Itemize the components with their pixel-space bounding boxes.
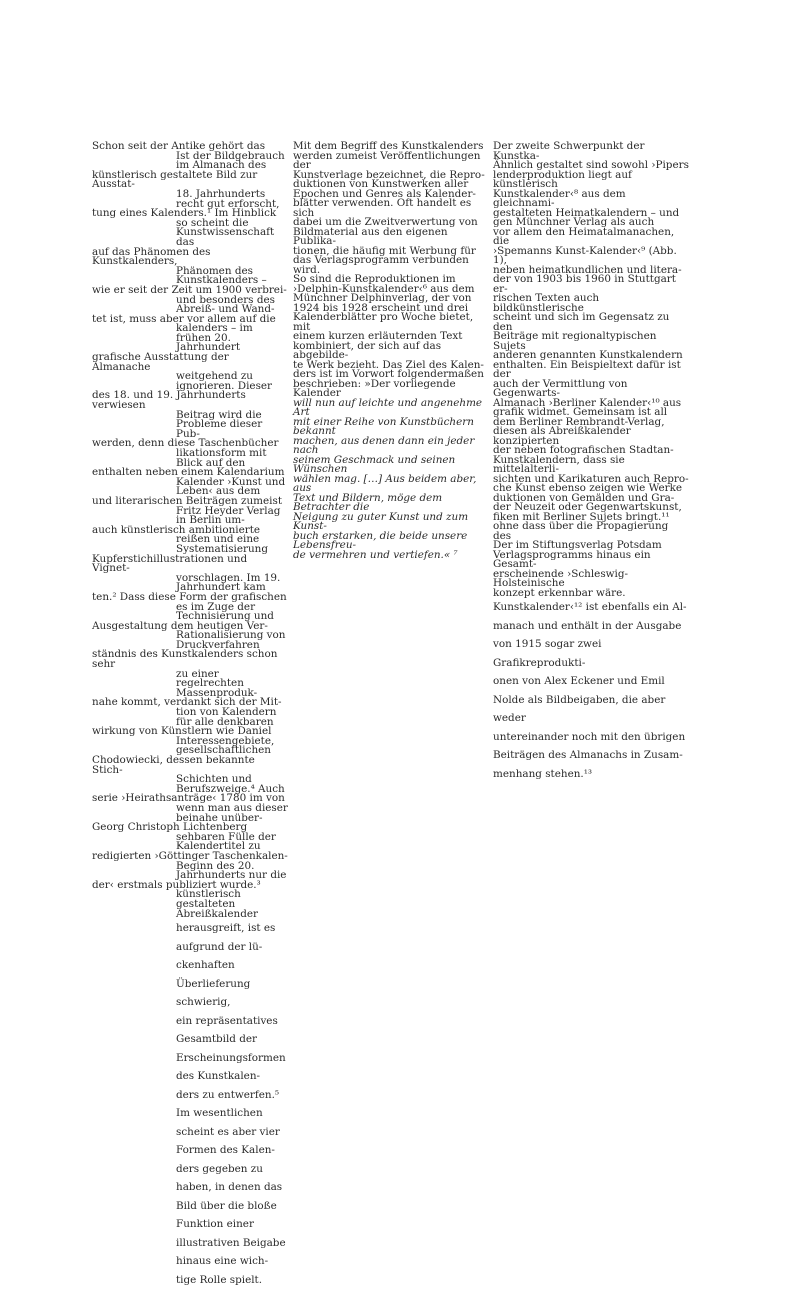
text-line: Beiträge mit regionaltypischen Sujets xyxy=(493,330,657,352)
text-line: gen Münchner Verlag als auch xyxy=(493,216,655,228)
text-line: des 18. und 19. Jahrhunderts verwiesen xyxy=(92,389,246,412)
text-line: auch der Vermittlung von Gegenwarts- xyxy=(493,377,628,399)
text-line: Bild über die bloße Funktion einer xyxy=(176,1199,277,1231)
text-line: werden zumeist Veröffentlichungen der xyxy=(293,149,481,171)
text-line: Beitrag wird die Probleme dieser Pub- xyxy=(176,408,263,440)
text-line: che Kunst ebenso zeigen wie Werke xyxy=(493,482,683,494)
text-line: Almanach ›Berliner Kalender‹¹⁰ aus xyxy=(493,396,682,409)
text-line: Georg Christoph Lichtenberg xyxy=(92,821,248,834)
text-line: Erscheinungsformen des Kunstkalen- xyxy=(176,1051,286,1083)
text-line: konzept erkennbar wäre. xyxy=(493,586,626,599)
text-line: Verlagsprogramms hinaus ein Gesamt- xyxy=(493,548,651,570)
text-line: untereinander noch mit den übrigen xyxy=(493,730,686,743)
text-line: dem Berliner Rembrandt-Verlag, xyxy=(493,415,665,428)
text-line: ›Spemanns Kunst-Kalender‹⁹ (Abb. 1), xyxy=(493,244,677,266)
text-line: menhang stehen.¹³ xyxy=(493,767,593,780)
text-line: Epochen und Genres als Kalender- xyxy=(293,187,476,200)
text-line: mit einer Reihe von Kunstbüchern bekannt xyxy=(293,415,474,437)
text-line: 1924 bis 1928 erscheint und drei xyxy=(293,301,469,314)
text-line: nahe kommt, verdankt sich der Mit- xyxy=(92,696,282,709)
text-line: so scheint die Kunstwissenschaft das xyxy=(176,216,275,248)
text-line: seinem Geschmack und seinen Wünschen xyxy=(293,453,456,475)
text-line: es im Zuge der Technisierung und xyxy=(176,600,274,623)
text-line: Der im Stiftungsverlag Potsdam xyxy=(493,539,662,551)
text-line: Chodowiecki, dessen bekannte Stich- xyxy=(92,754,255,776)
text-line: der von 1903 bis 1960 in Stuttgart er- xyxy=(493,273,676,295)
text-line: vor allem den Heimatalmanachen, die xyxy=(493,225,675,247)
text-line: ders ist im Vorwort folgendermaßen xyxy=(293,368,484,380)
text-line: Kunstkalendern, dass sie mittelalterli- xyxy=(493,453,625,475)
overlapping-text-block xyxy=(92,142,288,919)
spread-text-block xyxy=(92,919,288,1289)
text-line: Kalenderblätter pro Woche bietet, mit xyxy=(293,311,474,333)
text-line: So sind die Reproduktionen im xyxy=(293,273,456,285)
text-line: wenn man aus dieser beinahe unüber- xyxy=(176,801,288,824)
text-line: Interessengebiete, gesellschaftlichen xyxy=(176,734,275,757)
text-line: auf das Phänomen des Kunstkalenders, xyxy=(92,245,211,268)
text-line: Fritz Heyder Verlag in Berlin um- xyxy=(176,504,281,527)
text-line: duktionen von Kunstwerken aller xyxy=(293,178,469,190)
text-line: beschrieben: »Der vorliegende Kalender xyxy=(293,377,456,399)
text-line: herausgreift, ist es aufgrund der lü- xyxy=(176,922,276,953)
text-line: wählen mag. […] Aus beidem aber, aus xyxy=(293,472,477,494)
text-line: der neben fotografischen Stadtan- xyxy=(493,444,674,456)
text-line: onen von Alex Eckener und Emil xyxy=(493,675,665,687)
text-line: wie er seit der Zeit um 1900 verbrei- xyxy=(92,283,287,296)
text-line: der Neuzeit oder Gegenwartskunst, xyxy=(493,501,682,513)
text-line: kalenders – im frühen 20. Jahrhundert xyxy=(176,322,253,354)
text-line: erscheinende ›Schleswig-Holsteinische xyxy=(493,567,629,589)
text-line: sichten und Karikaturen auch Repro- xyxy=(493,472,689,485)
text-line: enthalten. Ein Beispieltext dafür ist der xyxy=(493,358,681,380)
text-line: das Verlagsprogramm verbunden wird. xyxy=(293,254,469,276)
text-line: Kunstverlage bezeichnet, die Repro- xyxy=(293,168,485,181)
text-line: vorschlagen. Im 19. Jahrhundert kam xyxy=(176,571,281,594)
text-line: tet ist, muss aber vor allem auf die xyxy=(92,312,276,325)
text-line: ckenhaften Überlieferung schwierig, xyxy=(176,959,251,1009)
text-line: ohne dass über die Propagierung des xyxy=(493,520,669,542)
text-line: Beiträgen des Almanachs in Zusam- xyxy=(493,749,683,761)
text-line: sehbaren Fülle der Kalendertitel zu xyxy=(176,830,276,853)
text-line: de vermehren und vertiefen.« ⁷ xyxy=(293,548,458,561)
text-line: anderen genannten Kunstkalendern xyxy=(493,349,683,361)
text-line: künstlerisch gestalteten Abreißkalender xyxy=(176,888,258,920)
text-line: der‹ erstmals publiziert wurde.³ xyxy=(92,878,261,891)
text-line: Schon seit der Antike gehört das xyxy=(92,140,266,152)
text-line: tion von Kalendern für alle denkbaren xyxy=(176,706,277,728)
text-line: reißen und eine Systematisierung xyxy=(176,533,268,555)
text-line: rischen Texten auch bildkünstlerische xyxy=(493,292,600,314)
text-line: Ausgestaltung dem heutigen Ver- xyxy=(92,619,268,632)
text-line: ›Delphin-Kunstkalender‹⁶ aus dem xyxy=(293,282,475,295)
text-line: fiken mit Berliner Sujets bringt.¹¹ xyxy=(493,510,670,523)
text-line: Ähnlich gestaltet sind sowohl ›Pipers xyxy=(493,159,689,171)
text-line: scheint es aber vier Formen des Kalen- xyxy=(176,1125,280,1157)
text-line: Text und Bildern, möge dem Betrachter die xyxy=(293,491,443,513)
text-line: Nolde als Bildbeigaben, die aber weder xyxy=(493,693,666,724)
text-line: ten.² Dass diese Form der grafischen xyxy=(92,590,287,603)
text-line: weitgehend zu ignorieren. Dieser xyxy=(176,370,273,392)
text-column-middle xyxy=(293,142,488,560)
text-column-right xyxy=(493,142,689,783)
text-line: tung eines Kalenders.¹ Im Hinblick xyxy=(92,207,277,220)
text-line: te Werk bezieht. Das Ziel des Kalen- xyxy=(293,358,484,371)
text-line: Rationalisierung von Druckverfahren xyxy=(176,629,286,651)
text-line: neben heimatkundlichen und litera- xyxy=(493,263,682,276)
text-line: künstlerisch gestaltete Bild zur Ausstat- xyxy=(92,168,258,191)
text-line: Der zweite Schwerpunkt der Kunstka- xyxy=(493,140,645,162)
text-line: Kunstkalender‹¹² ist ebenfalls ein Al- xyxy=(493,601,687,613)
text-column-left xyxy=(92,142,288,1289)
text-line: Beginn des 20. Jahrhunderts nur die xyxy=(176,859,287,882)
text-line: ständnis des Kunstkalenders schon sehr xyxy=(92,648,278,671)
text-line: blätter verwenden. Oft handelt es sich xyxy=(293,197,472,219)
text-line: illustrativen Beigabe hinaus eine wich- xyxy=(176,1236,286,1268)
text-line: ders gegeben zu haben, in denen das xyxy=(176,1162,283,1194)
text-line: werden, denn diese Taschenbücher xyxy=(92,437,279,450)
text-line: Kalender ›Kunst und Leben‹ aus dem xyxy=(176,475,286,498)
text-line: lenderproduktion liegt auf künstlerisch xyxy=(493,168,632,190)
text-line: Kupferstichillustrationen und Vignet- xyxy=(92,552,248,575)
text-line: Kunstkalender‹⁸ aus dem gleichnami- xyxy=(493,187,626,209)
text-line: serie ›Heirathsanträge‹ 1780 im von xyxy=(92,792,285,805)
text-line: will nun auf leichte und angenehme Art xyxy=(293,396,483,418)
text-line: gestalteten Heimatkalendern – und xyxy=(493,206,680,219)
text-line: tige Rolle spielt. xyxy=(176,1273,263,1286)
text-line: grafische Ausstattung der Almanache xyxy=(92,351,229,373)
text-line: Ist der Bildgebrauch im Almanach des xyxy=(176,149,285,172)
text-line: kombiniert, der sich auf das abgebilde- xyxy=(293,339,442,361)
text-line: machen, aus denen dann ein jeder nach xyxy=(293,434,475,456)
overlapping-text-block xyxy=(493,142,689,598)
text-line: von 1915 sogar zwei Grafikreprodukti- xyxy=(493,638,602,669)
text-line: dabei um die Zweitverwertung von xyxy=(293,216,478,228)
overlapping-text-block xyxy=(293,142,488,560)
text-line: grafik widmet. Gemeinsam ist all xyxy=(493,406,668,418)
text-line: ders zu entwerfen.⁵ Im wesentlichen xyxy=(176,1088,280,1120)
text-line: auch künstlerisch ambitionierte xyxy=(92,523,261,536)
text-line: diesen als Abreißkalender konzipierten xyxy=(493,425,631,447)
spread-text-block xyxy=(493,598,689,783)
text-line: und literarischen Beiträgen zumeist xyxy=(92,494,282,507)
text-line: manach und enthält in der Ausgabe xyxy=(493,619,682,632)
text-line: Bildmaterial aus den eigenen Publika- xyxy=(293,225,448,247)
text-line: Phänomen des Kunstkalenders – xyxy=(176,264,267,287)
text-line: ein repräsentatives Gesamtbild der xyxy=(176,1014,278,1046)
text-line: enthalten neben einem Kalendarium xyxy=(92,466,285,479)
text-line: Schichten und Berufszweige.⁴ Auch xyxy=(176,773,285,795)
text-line: zu einer regelrechten Massenproduk- xyxy=(176,667,258,699)
text-line: redigierten ›Göttinger Taschenkalen- xyxy=(92,849,288,862)
text-line: Mit dem Begriff des Kunstkalenders xyxy=(293,140,484,152)
text-line: buch erstarken, die beide unsere Lebensfreu- xyxy=(293,529,468,551)
text-line: einem kurzen erläuternden Text xyxy=(293,330,463,342)
text-line: likationsform mit Blick auf den xyxy=(176,447,267,469)
text-line: wirkung von Künstlern wie Daniel xyxy=(92,725,272,738)
text-line: duktionen von Gemälden und Gra- xyxy=(493,491,675,504)
text-line: Münchner Delphinverlag, der von xyxy=(293,292,472,304)
text-line: scheint und sich im Gegensatz zu den xyxy=(493,311,670,333)
text-line: und besonders des Abreiß- und Wand- xyxy=(176,293,275,316)
text-line: tionen, die häufig mit Werbung für xyxy=(293,244,476,257)
text-line: 18. Jahrhunderts recht gut erforscht, xyxy=(176,187,280,210)
text-line: Neigung zu guter Kunst und zum Kunst- xyxy=(293,510,469,532)
